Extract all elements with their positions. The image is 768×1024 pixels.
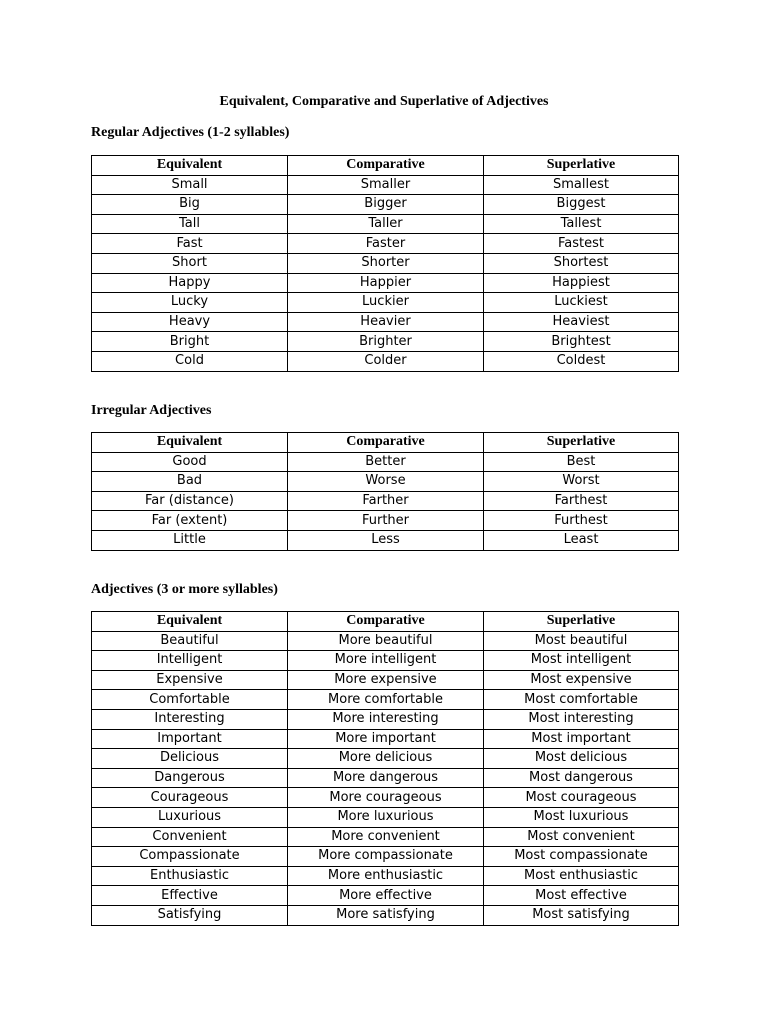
comparative-cell: Less bbox=[288, 530, 484, 550]
comparative-cell: Heavier bbox=[288, 312, 484, 332]
superlative-cell: Best bbox=[484, 452, 679, 472]
table-row bbox=[92, 234, 679, 254]
superlative-cell: Worst bbox=[484, 472, 679, 492]
superlative-cell: Most intelligent bbox=[484, 651, 679, 671]
superlative-cell: Most expensive bbox=[484, 670, 679, 690]
table-row bbox=[92, 452, 679, 472]
table-row bbox=[92, 768, 679, 788]
superlative-cell: Most interesting bbox=[484, 709, 679, 729]
table-row bbox=[92, 905, 679, 925]
superlative-cell: Coldest bbox=[484, 351, 679, 371]
superlative-cell: Most dangerous bbox=[484, 768, 679, 788]
table-row bbox=[92, 491, 679, 511]
equivalent-cell: Intelligent bbox=[92, 651, 288, 671]
comparative-cell: More beautiful bbox=[288, 631, 484, 651]
header-comparative: Comparative bbox=[288, 612, 484, 632]
table-row bbox=[92, 709, 679, 729]
header-superlative: Superlative bbox=[484, 156, 679, 176]
superlative-cell: Farthest bbox=[484, 491, 679, 511]
comparative-cell: More satisfying bbox=[288, 905, 484, 925]
superlative-cell: Brightest bbox=[484, 332, 679, 352]
comparative-cell: Further bbox=[288, 511, 484, 531]
equivalent-cell: Tall bbox=[92, 214, 288, 234]
header-equivalent: Equivalent bbox=[92, 156, 288, 176]
comparative-cell: Happier bbox=[288, 273, 484, 293]
table-row bbox=[92, 670, 679, 690]
comparative-cell: Smaller bbox=[288, 175, 484, 195]
superlative-cell: Tallest bbox=[484, 214, 679, 234]
comparative-cell: Faster bbox=[288, 234, 484, 254]
table-row bbox=[92, 631, 679, 651]
comparative-cell: Better bbox=[288, 452, 484, 472]
equivalent-cell: Fast bbox=[92, 234, 288, 254]
table-row bbox=[92, 332, 679, 352]
equivalent-cell: Convenient bbox=[92, 827, 288, 847]
table-row bbox=[92, 847, 679, 867]
equivalent-cell: Bright bbox=[92, 332, 288, 352]
equivalent-cell: Small bbox=[92, 175, 288, 195]
equivalent-cell: Little bbox=[92, 530, 288, 550]
comparative-cell: More courageous bbox=[288, 788, 484, 808]
table-row bbox=[92, 690, 679, 710]
equivalent-cell: Dangerous bbox=[92, 768, 288, 788]
equivalent-cell: Beautiful bbox=[92, 631, 288, 651]
comparative-cell: Shorter bbox=[288, 253, 484, 273]
superlative-cell: Most delicious bbox=[484, 749, 679, 769]
superlative-cell: Luckiest bbox=[484, 293, 679, 313]
equivalent-cell: Far (distance) bbox=[92, 491, 288, 511]
comparative-cell: More intelligent bbox=[288, 651, 484, 671]
equivalent-cell: Delicious bbox=[92, 749, 288, 769]
equivalent-cell: Interesting bbox=[92, 709, 288, 729]
comparative-cell: Luckier bbox=[288, 293, 484, 313]
table-row bbox=[92, 293, 679, 313]
header-superlative: Superlative bbox=[484, 433, 679, 453]
regular-adjectives-table bbox=[91, 155, 679, 372]
equivalent-cell: Bad bbox=[92, 472, 288, 492]
superlative-cell: Biggest bbox=[484, 195, 679, 215]
superlative-cell: Most compassionate bbox=[484, 847, 679, 867]
comparative-cell: Bigger bbox=[288, 195, 484, 215]
header-equivalent: Equivalent bbox=[92, 612, 288, 632]
header-comparative: Comparative bbox=[288, 433, 484, 453]
superlative-cell: Least bbox=[484, 530, 679, 550]
comparative-cell: More enthusiastic bbox=[288, 866, 484, 886]
table-row bbox=[92, 214, 679, 234]
equivalent-cell: Expensive bbox=[92, 670, 288, 690]
table-row bbox=[92, 472, 679, 492]
table-row bbox=[92, 866, 679, 886]
comparative-cell: More convenient bbox=[288, 827, 484, 847]
equivalent-cell: Lucky bbox=[92, 293, 288, 313]
equivalent-cell: Happy bbox=[92, 273, 288, 293]
table-row bbox=[92, 175, 679, 195]
equivalent-cell: Short bbox=[92, 253, 288, 273]
table-header-row bbox=[92, 433, 679, 453]
table-row bbox=[92, 530, 679, 550]
equivalent-cell: Courageous bbox=[92, 788, 288, 808]
section-heading-irregular: Irregular Adjectives bbox=[91, 403, 212, 418]
table-header-row bbox=[92, 156, 679, 176]
irregular-adjectives-table bbox=[91, 432, 679, 551]
superlative-cell: Most comfortable bbox=[484, 690, 679, 710]
equivalent-cell: Good bbox=[92, 452, 288, 472]
table-row bbox=[92, 788, 679, 808]
superlative-cell: Furthest bbox=[484, 511, 679, 531]
comparative-cell: Colder bbox=[288, 351, 484, 371]
section-heading-regular: Regular Adjectives (1-2 syllables) bbox=[91, 125, 290, 140]
table-row bbox=[92, 253, 679, 273]
comparative-cell: More comfortable bbox=[288, 690, 484, 710]
equivalent-cell: Big bbox=[92, 195, 288, 215]
superlative-cell: Happiest bbox=[484, 273, 679, 293]
superlative-cell: Most effective bbox=[484, 886, 679, 906]
equivalent-cell: Enthusiastic bbox=[92, 866, 288, 886]
table-row bbox=[92, 807, 679, 827]
superlative-cell: Most important bbox=[484, 729, 679, 749]
comparative-cell: Taller bbox=[288, 214, 484, 234]
superlative-cell: Most luxurious bbox=[484, 807, 679, 827]
equivalent-cell: Far (extent) bbox=[92, 511, 288, 531]
comparative-cell: More luxurious bbox=[288, 807, 484, 827]
comparative-cell: More interesting bbox=[288, 709, 484, 729]
table-row bbox=[92, 312, 679, 332]
equivalent-cell: Cold bbox=[92, 351, 288, 371]
table-header-row bbox=[92, 612, 679, 632]
comparative-cell: More dangerous bbox=[288, 768, 484, 788]
document-title: Equivalent, Comparative and Superlative of Adjectives bbox=[219, 94, 549, 109]
comparative-cell: More expensive bbox=[288, 670, 484, 690]
comparative-cell: More effective bbox=[288, 886, 484, 906]
table-row bbox=[92, 651, 679, 671]
header-comparative: Comparative bbox=[288, 156, 484, 176]
comparative-cell: More important bbox=[288, 729, 484, 749]
multisyllable-adjectives-table bbox=[91, 611, 679, 926]
table-row bbox=[92, 827, 679, 847]
equivalent-cell: Satisfying bbox=[92, 905, 288, 925]
table-row bbox=[92, 729, 679, 749]
superlative-cell: Most convenient bbox=[484, 827, 679, 847]
superlative-cell: Most enthusiastic bbox=[484, 866, 679, 886]
comparative-cell: More delicious bbox=[288, 749, 484, 769]
superlative-cell: Most beautiful bbox=[484, 631, 679, 651]
superlative-cell: Heaviest bbox=[484, 312, 679, 332]
superlative-cell: Most satisfying bbox=[484, 905, 679, 925]
equivalent-cell: Important bbox=[92, 729, 288, 749]
equivalent-cell: Luxurious bbox=[92, 807, 288, 827]
header-superlative: Superlative bbox=[484, 612, 679, 632]
equivalent-cell: Heavy bbox=[92, 312, 288, 332]
superlative-cell: Fastest bbox=[484, 234, 679, 254]
comparative-cell: Worse bbox=[288, 472, 484, 492]
table-row bbox=[92, 511, 679, 531]
table-row bbox=[92, 273, 679, 293]
superlative-cell: Smallest bbox=[484, 175, 679, 195]
equivalent-cell: Comfortable bbox=[92, 690, 288, 710]
equivalent-cell: Effective bbox=[92, 886, 288, 906]
header-equivalent: Equivalent bbox=[92, 433, 288, 453]
equivalent-cell: Compassionate bbox=[92, 847, 288, 867]
table-row bbox=[92, 749, 679, 769]
table-row bbox=[92, 195, 679, 215]
comparative-cell: Farther bbox=[288, 491, 484, 511]
superlative-cell: Most courageous bbox=[484, 788, 679, 808]
table-row bbox=[92, 886, 679, 906]
comparative-cell: More compassionate bbox=[288, 847, 484, 867]
table-row bbox=[92, 351, 679, 371]
comparative-cell: Brighter bbox=[288, 332, 484, 352]
section-heading-multisyllable: Adjectives (3 or more syllables) bbox=[91, 582, 278, 597]
superlative-cell: Shortest bbox=[484, 253, 679, 273]
